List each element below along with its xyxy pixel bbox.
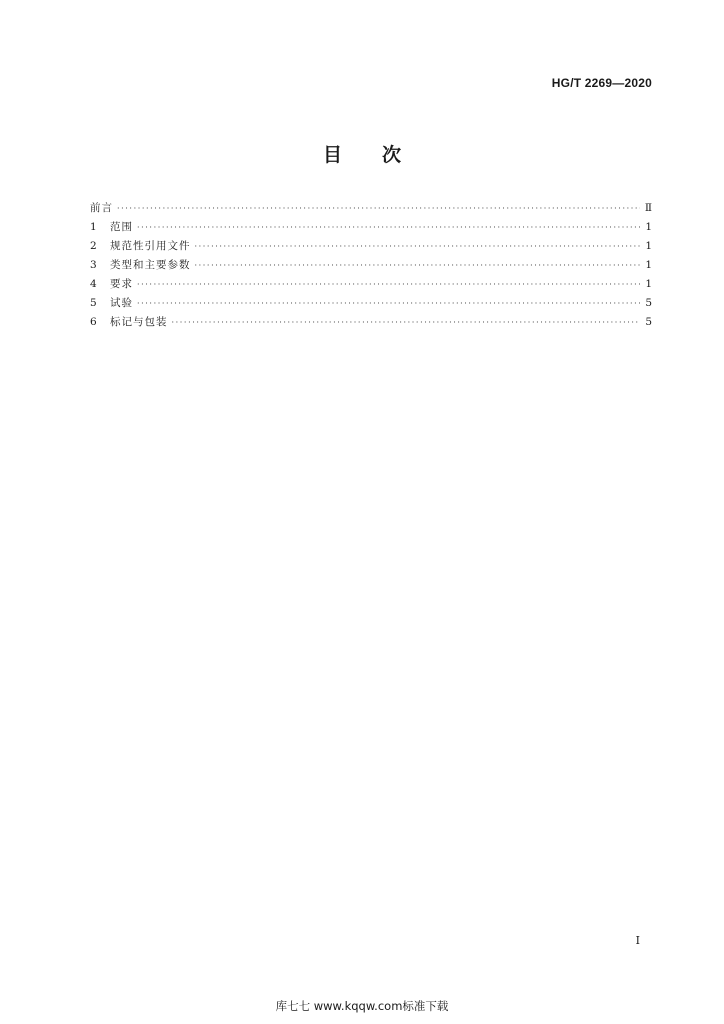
toc-entry-label: 规范性引用文件 bbox=[110, 240, 191, 252]
toc-entry-page: 1 bbox=[645, 240, 652, 252]
toc-entry-1[interactable] bbox=[90, 218, 652, 237]
toc-entry-page: 5 bbox=[645, 316, 652, 328]
footer-watermark: 库七七 www.kqqw.com标准下载 bbox=[275, 999, 449, 1013]
toc-entry-2[interactable] bbox=[90, 237, 652, 256]
toc-entry-page: 1 bbox=[645, 278, 652, 290]
toc-leader-dots bbox=[117, 199, 640, 218]
toc-entry-4[interactable] bbox=[90, 275, 652, 294]
toc-entry-5[interactable] bbox=[90, 294, 652, 313]
toc-entry-label: 标记与包装 bbox=[110, 316, 168, 328]
standard-code: HG/T 2269—2020 bbox=[551, 76, 652, 90]
toc-leader-dots bbox=[195, 237, 641, 256]
toc-leader-dots bbox=[137, 294, 640, 313]
page-number: I bbox=[635, 934, 640, 947]
toc-entry-page: 1 bbox=[645, 221, 652, 233]
toc-leader-dots bbox=[195, 256, 641, 275]
toc-entry-page: 5 bbox=[645, 297, 652, 309]
toc-entry-number: 6 bbox=[90, 316, 97, 328]
toc-entry-label: 范围 bbox=[110, 221, 133, 233]
toc-entry-page: Ⅱ bbox=[644, 202, 652, 214]
page-title: 目次 bbox=[322, 144, 441, 166]
toc-entry-number: 2 bbox=[90, 240, 97, 252]
toc-entry-number: 1 bbox=[90, 221, 97, 233]
toc-leader-dots bbox=[137, 218, 640, 237]
toc-entry-number: 3 bbox=[90, 259, 97, 271]
toc-entry-page: 1 bbox=[645, 259, 652, 271]
toc-entry-6[interactable] bbox=[90, 313, 652, 332]
toc-leader-dots bbox=[172, 313, 641, 332]
toc-leader-dots bbox=[137, 275, 640, 294]
toc-entry-label: 前言 bbox=[90, 202, 113, 214]
toc-entry-number: 4 bbox=[90, 278, 97, 290]
toc-entry-label: 类型和主要参数 bbox=[110, 259, 191, 271]
toc-entry-label: 要求 bbox=[110, 278, 133, 290]
toc-entry-label: 试验 bbox=[110, 297, 133, 309]
toc-entry-foreword[interactable] bbox=[90, 199, 652, 218]
toc-entry-number: 5 bbox=[90, 297, 97, 309]
toc-entry-3[interactable] bbox=[90, 256, 652, 275]
table-of-contents bbox=[90, 199, 652, 332]
